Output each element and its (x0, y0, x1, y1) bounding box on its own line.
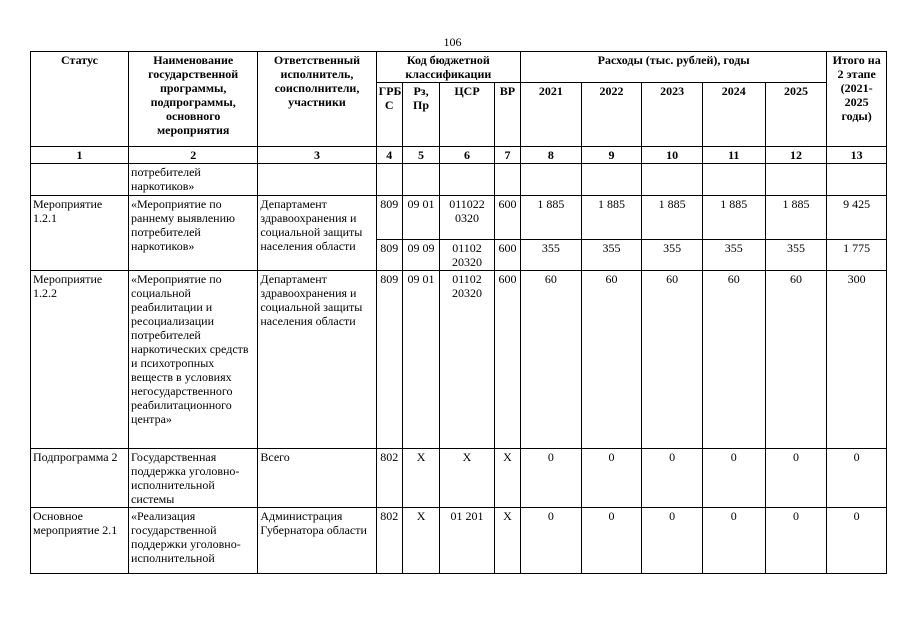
header-name: Наименование государственной программы, подпрограммы, основного мероприятия (129, 52, 258, 147)
row-name: «Мероприятие по социальной реабилитации и ресоциализации потребителей наркотических средств и психотропных веществ в условиях негосударственного реабилитационного центра» (129, 271, 258, 449)
row-name: «Мероприятие по раннему выявлению потребителей наркотиков» (129, 196, 258, 271)
value-total: 9 425 (827, 196, 887, 240)
page-number: 106 (443, 35, 462, 49)
row-executor: Департамент здравоохранения и социальной защиты населения области (258, 196, 376, 271)
header-expenses: Расходы (тыс. рублей), годы (521, 52, 827, 83)
vr-cell: X (494, 508, 520, 574)
row-status: Основное мероприятие 2.1 (31, 508, 129, 574)
value-total: 0 (827, 508, 887, 574)
value-2023: 0 (642, 449, 703, 508)
value-2021: 355 (521, 240, 582, 271)
header-status: Статус (31, 52, 129, 147)
row-name: потребителей наркотиков» (129, 164, 258, 196)
row-executor: Администрация Губернатора области (258, 508, 376, 574)
column-number: 11 (702, 147, 765, 164)
row-name: Государственная поддержка уголовно-исполнительной системы (129, 449, 258, 508)
column-number: 10 (642, 147, 703, 164)
value-2021: 0 (521, 449, 582, 508)
table-row (31, 164, 887, 196)
grbs-cell: 809 (376, 196, 402, 240)
grbs-cell: 809 (376, 240, 402, 271)
value-2022: 355 (581, 240, 642, 271)
row-status: Подпрограмма 2 (31, 449, 129, 508)
value-2024: 0 (702, 508, 765, 574)
csr-cell: 011022 0320 (440, 196, 495, 240)
header-year-2025: 2025 (765, 83, 827, 147)
header-budget-code: Код бюджетной классификации (376, 52, 520, 83)
column-number: 9 (581, 147, 642, 164)
table-row (31, 271, 887, 449)
header-grbs: ГРБ С (376, 83, 402, 147)
value-total: 1 775 (827, 240, 887, 271)
table-row (31, 508, 887, 574)
value-2022: 60 (581, 271, 642, 449)
header-rz-pr: Рз, Пр (402, 83, 439, 147)
header-total: Итого на 2 этапе (2021-2025 годы) (827, 52, 887, 147)
column-number: 8 (521, 147, 582, 164)
grbs-cell: 802 (376, 508, 402, 574)
grbs-cell: 809 (376, 271, 402, 449)
header-year-2024: 2024 (702, 83, 765, 147)
value-2021: 1 885 (521, 196, 582, 240)
value-2024: 60 (702, 271, 765, 449)
row-name: «Реализация государственной поддержки уголовно-исполнительной (129, 508, 258, 574)
column-number: 13 (827, 147, 887, 164)
column-number: 1 (31, 147, 129, 164)
column-number: 7 (494, 147, 520, 164)
value-2024: 1 885 (702, 196, 765, 240)
header-year-2021: 2021 (521, 83, 582, 147)
csr-cell: 01102 20320 (440, 240, 495, 271)
value-2021: 0 (521, 508, 582, 574)
value-2024: 355 (702, 240, 765, 271)
value-2024: 0 (702, 449, 765, 508)
row-executor: Всего (258, 449, 376, 508)
value-2022: 0 (581, 508, 642, 574)
column-number: 6 (440, 147, 495, 164)
csr-cell: 01 201 (440, 508, 495, 574)
table-row (31, 196, 887, 240)
rz-pr-cell: 09 01 (402, 196, 439, 240)
header-vr: ВР (494, 83, 520, 147)
vr-cell: X (494, 449, 520, 508)
value-2025: 355 (765, 240, 827, 271)
column-number: 2 (129, 147, 258, 164)
column-numbers-row (31, 147, 887, 164)
header-executor: Ответственный исполнитель, соисполнители, участники (258, 52, 376, 147)
column-number: 12 (765, 147, 827, 164)
value-total: 300 (827, 271, 887, 449)
value-2023: 355 (642, 240, 703, 271)
value-2023: 0 (642, 508, 703, 574)
header-year-2022: 2022 (581, 83, 642, 147)
grbs-cell: 802 (376, 449, 402, 508)
value-total: 0 (827, 449, 887, 508)
value-2023: 60 (642, 271, 703, 449)
row-status: Мероприятие 1.2.2 (31, 271, 129, 449)
value-2025: 0 (765, 508, 827, 574)
value-2022: 0 (581, 449, 642, 508)
rz-pr-cell: X (402, 449, 439, 508)
value-2025: 0 (765, 449, 827, 508)
column-number: 5 (402, 147, 439, 164)
column-number: 3 (258, 147, 376, 164)
value-2025: 60 (765, 271, 827, 449)
row-status: Мероприятие 1.2.1 (31, 196, 129, 271)
header-year-2023: 2023 (642, 83, 703, 147)
csr-cell: X (440, 449, 495, 508)
table-row (31, 449, 887, 508)
row-executor: Департамент здравоохранения и социальной защиты населения области (258, 271, 376, 449)
budget-table (30, 51, 887, 574)
rz-pr-cell: X (402, 508, 439, 574)
value-2021: 60 (521, 271, 582, 449)
rz-pr-cell: 09 01 (402, 271, 439, 449)
value-2022: 1 885 (581, 196, 642, 240)
csr-cell: 01102 20320 (440, 271, 495, 449)
column-number: 4 (376, 147, 402, 164)
vr-cell: 600 (494, 240, 520, 271)
vr-cell: 600 (494, 271, 520, 449)
rz-pr-cell: 09 09 (402, 240, 439, 271)
vr-cell: 600 (494, 196, 520, 240)
value-2023: 1 885 (642, 196, 703, 240)
value-2025: 1 885 (765, 196, 827, 240)
header-csr: ЦСР (440, 83, 495, 147)
